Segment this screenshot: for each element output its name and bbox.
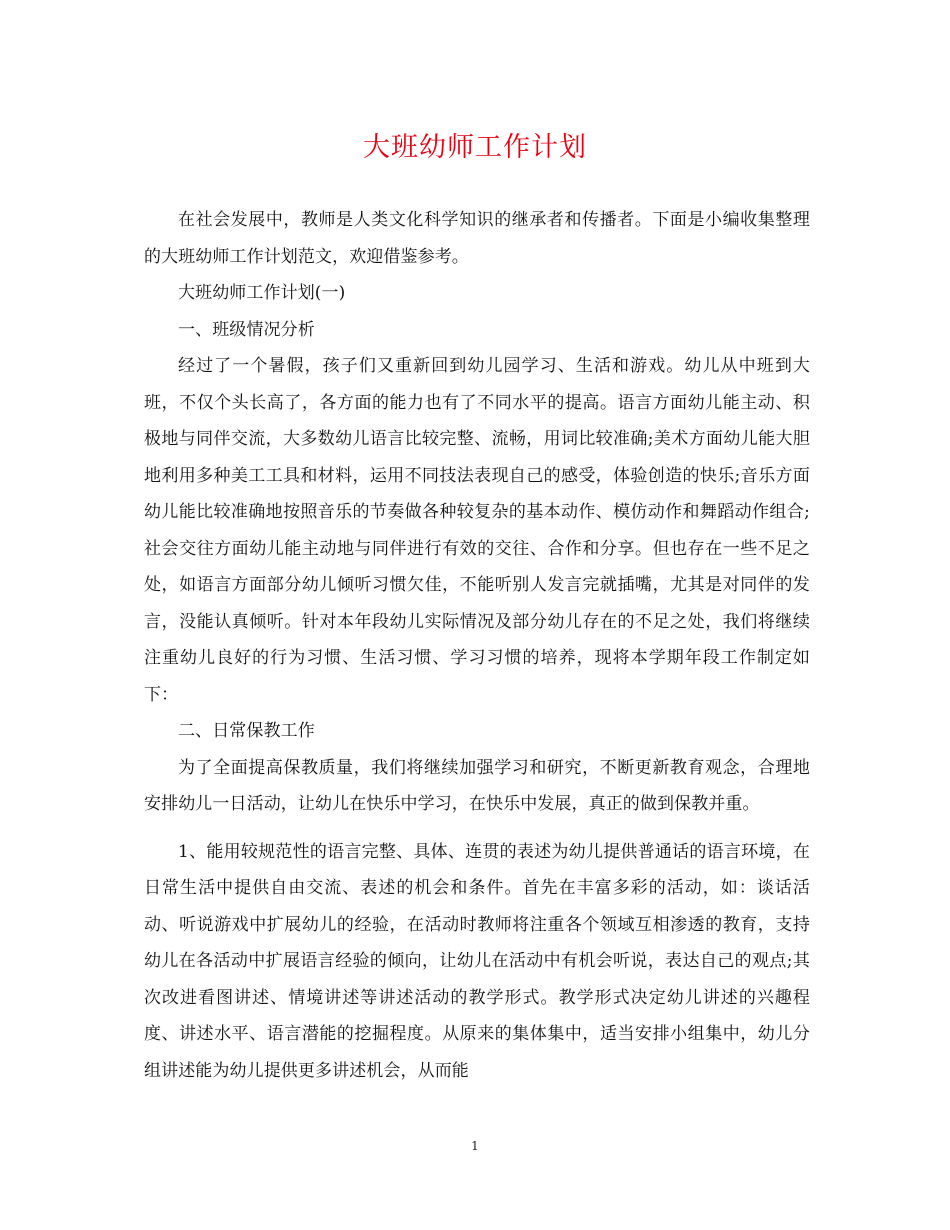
paragraph-section-2-heading: 二、日常保教工作 (178, 721, 315, 741)
paragraph-section-1-heading: 一、班级情况分析 (178, 319, 315, 340)
paragraph-plan-heading: 大班幼师工作计划(一) (178, 283, 346, 303)
paragraph-item-1: 1、能用较规范性的语言完整、具体、连贯的表述为幼儿提供普通话的语言环境，在日常生活中提供自由交流、表述的机会和条件。首先在丰富多彩的活动，如：谈话活动、听说游戏中扩展幼儿的经验，在活动时教师将注重各个领域互相渗透的教育，支持幼儿在各活动中扩展语言经验的倾向，让幼儿在活动中有机会听说，表达自己的观点;其次改进看图讲述、情境讲述等讲述活动的教学形式。教学形式决定幼儿讲述的兴趣程度、讲述水平、语言潜能的挖掘程度。从原来的集体集中，适当安排小组集中，幼儿分组讲述能为幼儿提供更多讲述机会，从而能 (144, 841, 810, 1081)
document-body (144, 202, 810, 1089)
document-title: 大班幼师工作计划 (363, 132, 587, 163)
paragraph-class-analysis: 经过了一个暑假，孩子们又重新回到幼儿园学习、生活和游戏。幼儿从中班到大班，不仅个头长高了，各方面的能力也有了不同水平的提高。语言方面幼儿能主动、积极地与同伴交流，大多数幼儿语言比较完整、流畅，用词比较准确;美术方面幼儿能大胆地利用多种美工工具和材料，运用不同技法表现自己的感受，体验创造的快乐;音乐方面幼儿能比较准确地按照音乐的节奏做各种较复杂的基本动作、模仿动作和舞蹈动作组合;社会交往方面幼儿能主动地与同伴进行有效的交往、合作和分享。但也存在一些不足之处，如语言方面部分幼儿倾听习惯欠佳，不能听别人发言完就插嘴，尤其是对同伴的发言，没能认真倾听。针对本年段幼儿实际情况及部分幼儿存在的不足之处，我们将继续注重幼儿良好的行为习惯、生活习惯、学习习惯的培养，现将本学期年段工作制定如下： (144, 356, 810, 705)
paragraph-daily-care: 为了全面提高保教质量，我们将继续加强学习和研究，不断更新教育观念，合理地安排幼儿一日活动，让幼儿在快乐中学习，在快乐中发展，真正的做到保教并重。 (144, 757, 810, 814)
paragraph-intro: 在社会发展中，教师是人类文化科学知识的继承者和传播者。下面是小编收集整理的大班幼师工作计划范文，欢迎借鉴参考。 (144, 210, 810, 267)
page-number: 1 (471, 1139, 479, 1153)
